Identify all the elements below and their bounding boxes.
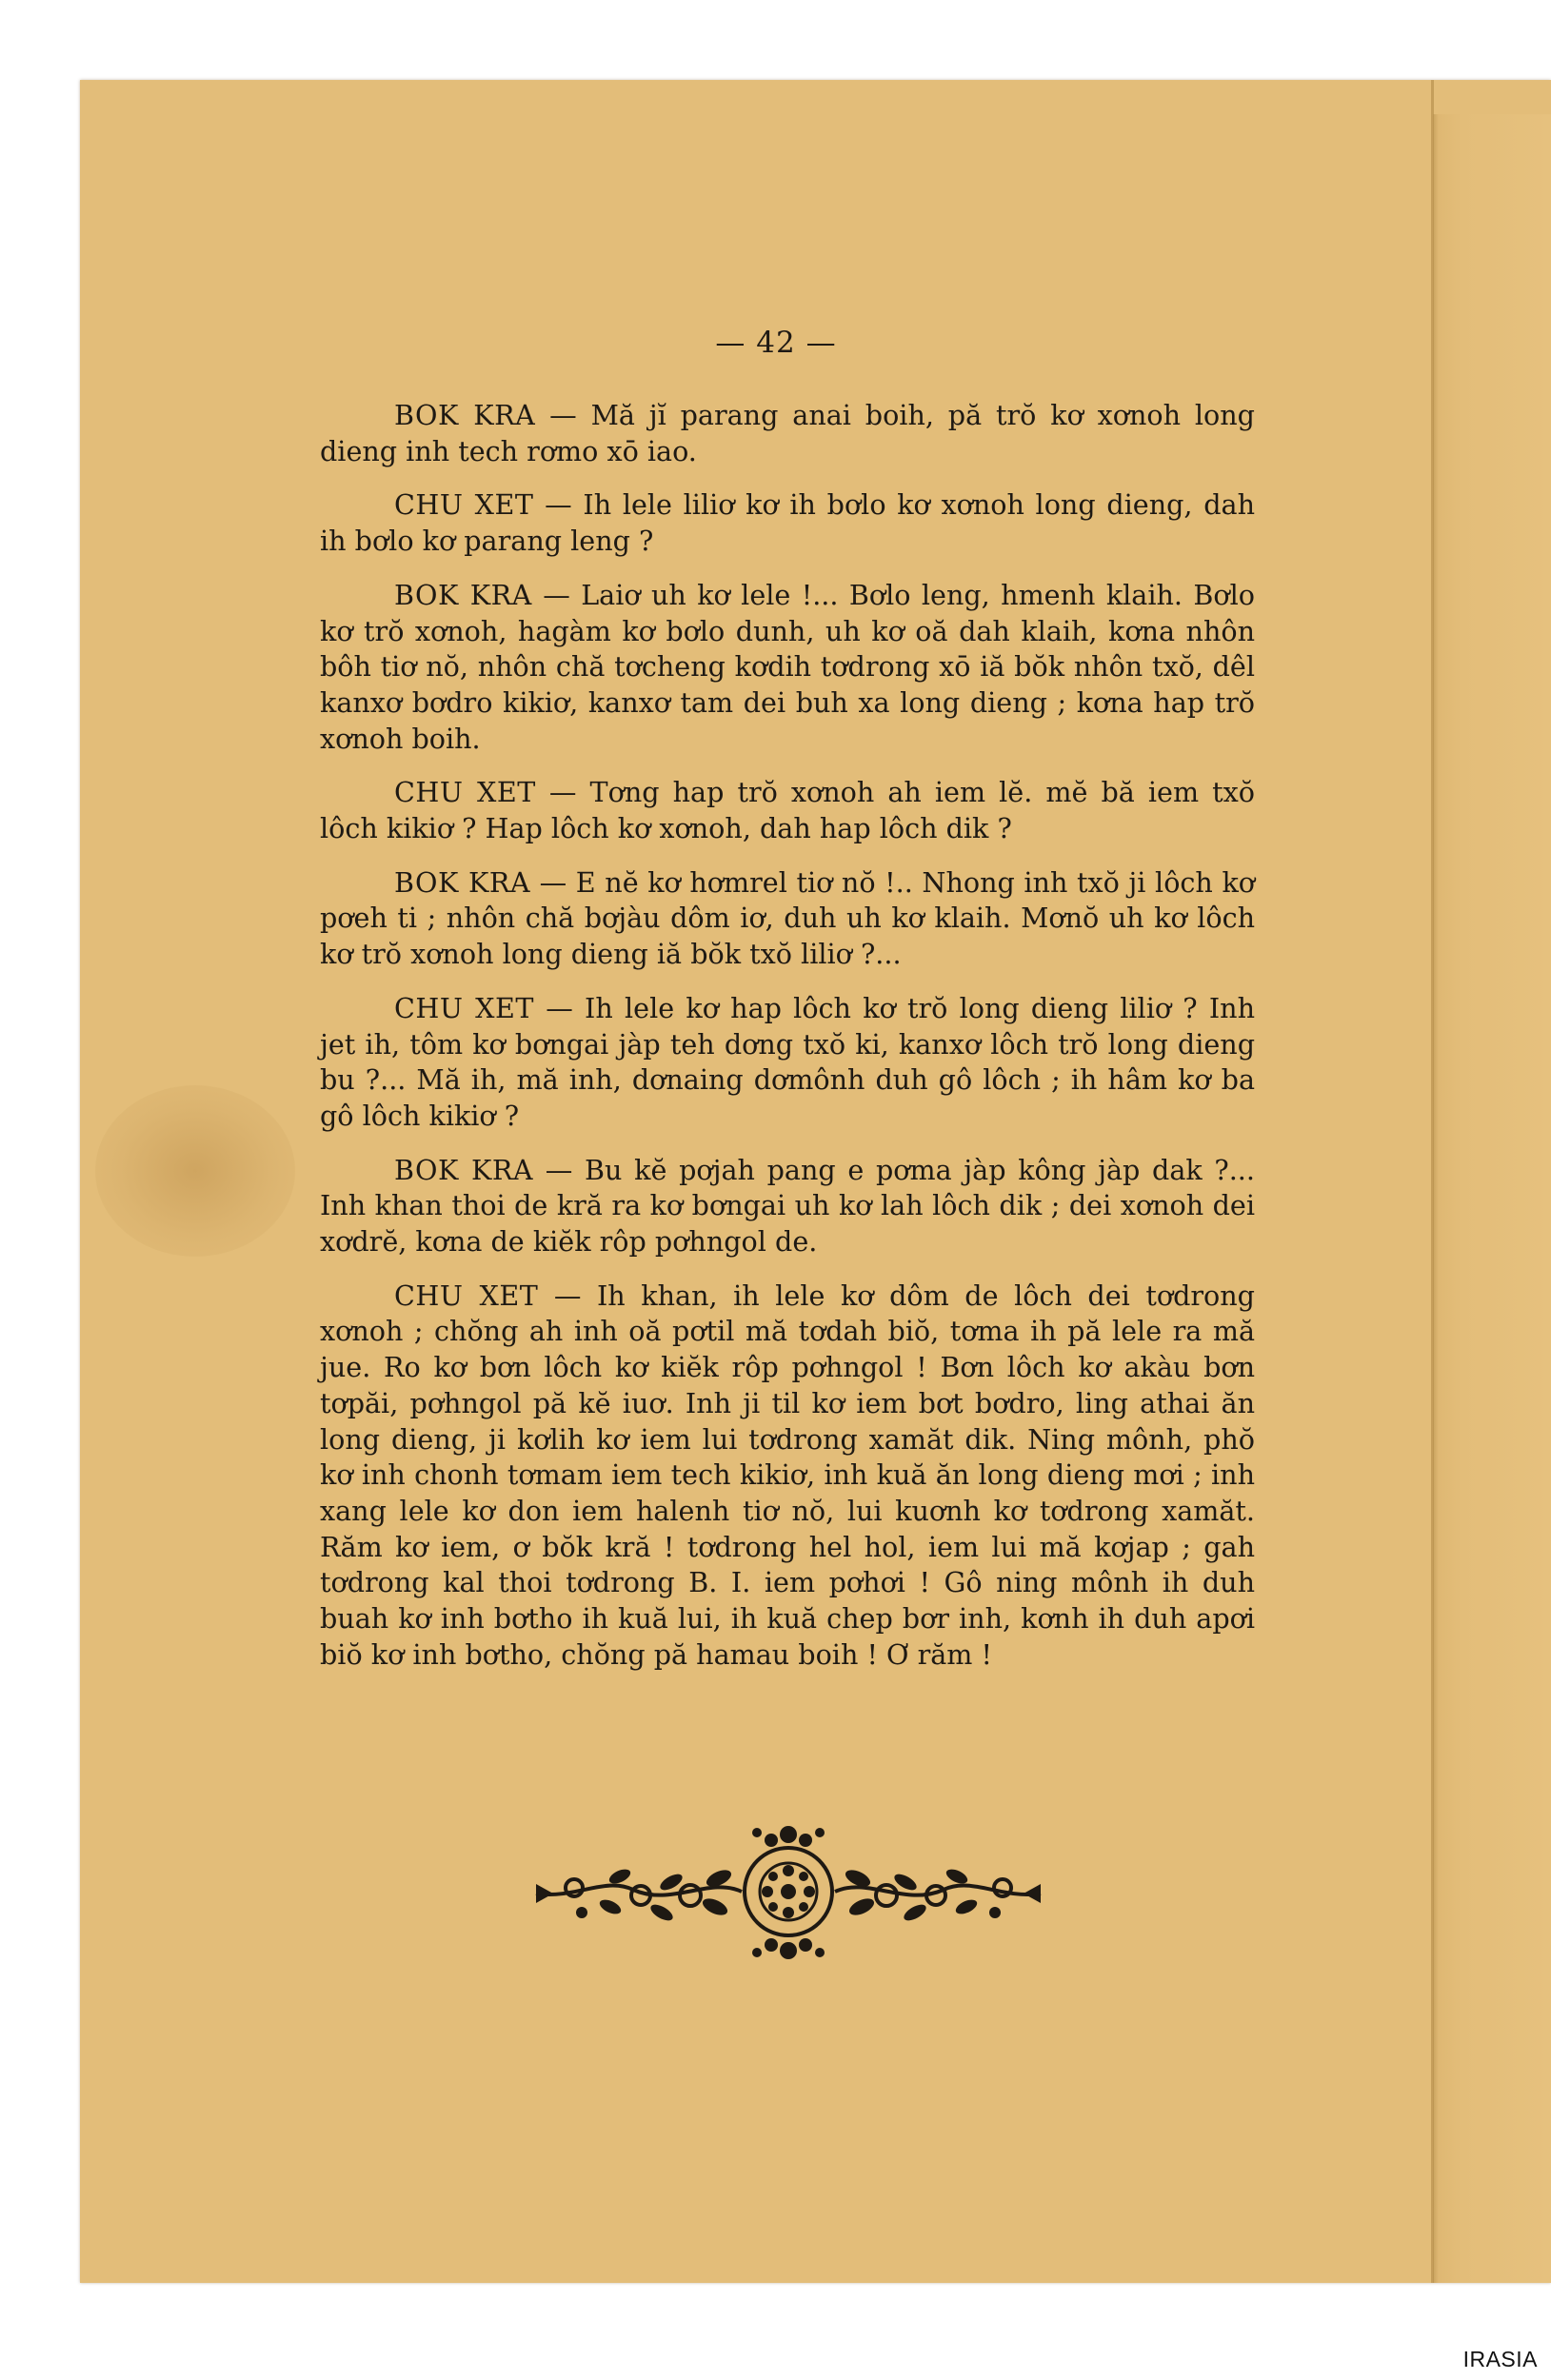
dialogue-paragraph [320,991,1255,1135]
body-text [320,398,1255,1692]
dialogue-paragraph [320,1279,1255,1674]
dialogue-paragraph [320,487,1255,559]
paragraph-text: — Laiơ uh kơ lele !... Bơlo leng, hmenh klaih. Bơlo kơ trŏ xơnoh, hagàm kơ bơlo dunh, uh kơ oă dah klaih, kơna nhôn bôh tiơ nŏ, nhôn chă tơcheng kơdih tơdrong xō iă bŏk nhôn txŏ, dêl kanxơ bơdro kikiơ, kanxơ tam dei buh xa long dieng ; kơna hap trŏ xơnoh boih. [320,578,1255,755]
speaker-name: BOK KRA [394,578,532,611]
watermark: IRASIA [1462,2347,1538,2371]
floral-ornament-icon [528,1814,1048,1966]
paragraph-text: — Ih khan, ih lele kơ dôm de lôch dei tơdrong xơnoh ; chŏng ah inh oă pơtil mă tơdah biŏ, tơma ih pă lele ra mă jue. Ro kơ bơn lôch kơ kiĕk rôp pơhngol ! Bơn lôch kơ akàu bơn tơpăi, pơhngol pă kĕ iuơ. Inh ji til kơ iem bơt bơdro, ling athai ăn long dieng, ji kơlih kơ iem lui tơdrong xamăt dik. Ning mônh, phŏ kơ inh chonh tơmam iem tech kikiơ, inh kuă ăn long dieng mơi ; inh xang lele kơ don iem halenh tiơ nŏ, lui kuơnh kơ tơdrong xamăt. Răm kơ iem, ơ bŏk kră ! tơdrong hel hol, iem lui mă kơjap ; gah tơdrong kal thoi tơdrong B. I. iem pơhơi ! Gô ning mônh ih duh buah kơ inh bơtho ih kuă lui, ih kuă chep bơr inh, kơnh ih duh apơi biŏ kơ inh bơtho, chŏng pă hamau boih ! Ơ răm ! [320,1279,1255,1671]
speaker-name: BOK KRA [394,1153,534,1186]
dialogue-paragraph [320,775,1255,846]
paragraph-text: — Ih lele kơ hap lôch kơ trŏ long dieng liliơ ? Inh jet ih, tôm kơ bơngai jàp teh dơng txŏ ki, kanxơ lôch trŏ long dieng bu ?... Mă ih, mă inh, dơnaing dơmônh duh gô lôch ; ih hâm kơ ba gô lôch kikiơ ? [320,991,1256,1132]
paragraph-text: — E nĕ kơ hơmrel tiơ nŏ !.. Nhong inh txŏ ji lôch kơ pơeh ti ; nhôn chă bơjàu dôm iơ, duh uh kơ klaih. Mơnŏ uh kơ lôch kơ trŏ xơnoh long dieng iă bŏk txŏ liliơ ?... [320,865,1255,971]
dialogue-paragraph [320,578,1255,758]
dialogue-paragraph [320,865,1255,973]
speaker-name: BOK KRA [394,865,530,899]
paragraph-text: — Tơng hap trŏ xơnoh ah iem lĕ. mĕ bă iem txŏ lôch kikiơ ? Hap lôch kơ xơnoh, dah hap lôch dik ? [320,776,1255,845]
fold-crease [1431,80,1434,2283]
speaker-name: CHU XET [394,776,536,809]
paragraph-text: — Mă jĭ parang anai boih, pă trŏ kơ xơnoh long dieng inh tech rơmo xō iao. [320,399,1255,467]
dialogue-paragraph [320,398,1255,469]
speaker-name: BOK KRA [394,399,536,431]
paragraph-text: — Bu kĕ pơjah pang e pơma jàp kông jàp dak ?... Inh khan thoi de kră ra kơ bơngai uh kơ lah lôch dik ; dei xơnoh dei xơdrĕ, kơna de kiĕk rôp pơhngol de. [320,1153,1255,1259]
speaker-name: CHU XET [394,1279,539,1312]
paper-stain [95,1085,295,1257]
speaker-name: CHU XET [394,488,534,522]
folded-back-page [1433,114,1551,2283]
page-number: — 42 — [715,326,837,360]
dialogue-paragraph [320,1153,1255,1260]
speaker-name: CHU XET [394,991,534,1024]
paragraph-text: — Ih lele liliơ kơ ih bơlo kơ xơnoh long dieng, dah ih bơlo kơ parang leng ? [320,488,1255,558]
